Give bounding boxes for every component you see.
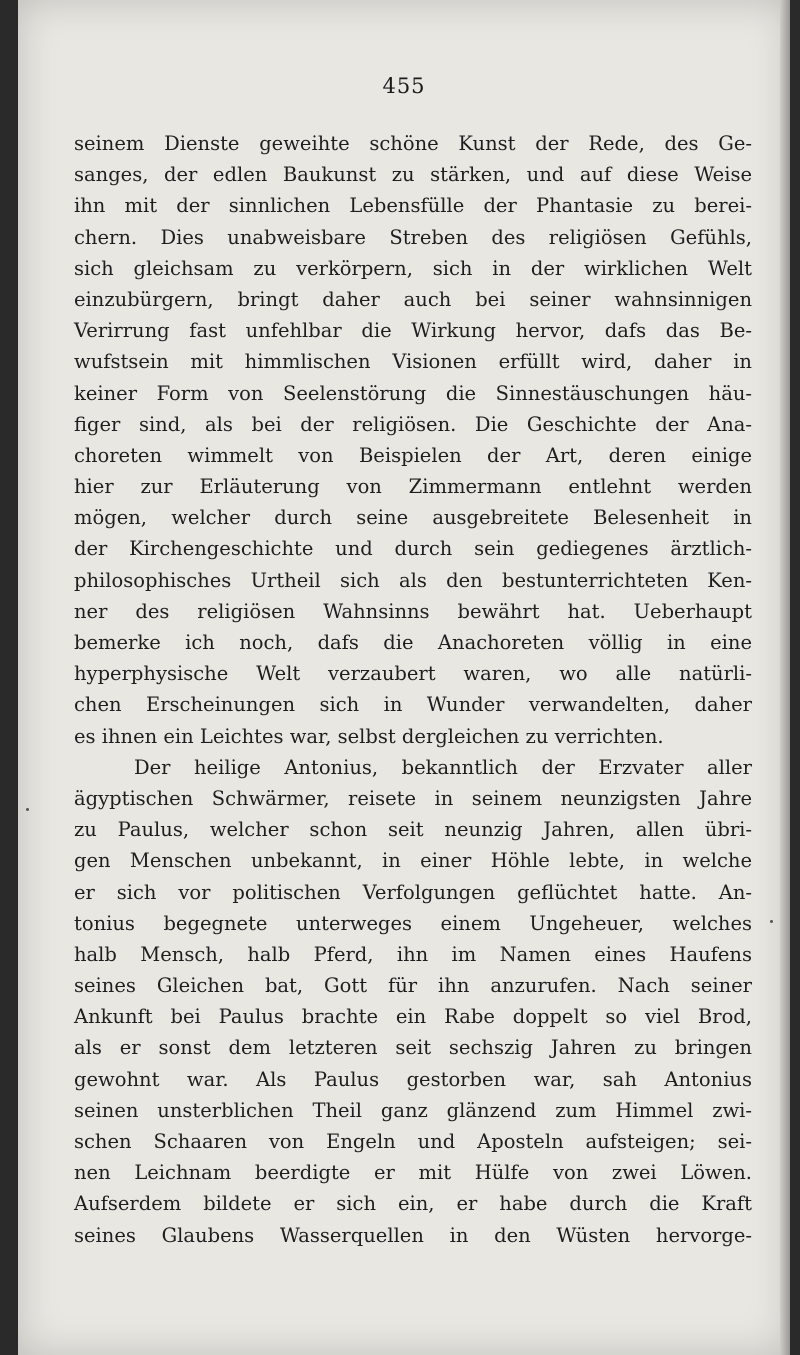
text-line: choreten wimmelt von Beispielen der Art, deren einige <box>74 443 752 467</box>
text-line: schen Schaaren von Engeln und Aposteln aufsteigen; sei- <box>74 1130 752 1153</box>
text-line: es ihnen ein Leichtes war, selbst dergleichen zu verrichten. <box>74 724 664 748</box>
text-line: Aufserdem bildete er sich ein, er habe durch die Kraft <box>74 1192 752 1216</box>
text-line: als er sonst dem letzteren seit sechszig Jahren zu bringen <box>74 1036 752 1060</box>
text-line: wufstsein mit himmlischen Visionen erfüllt wird, daher in <box>74 350 752 374</box>
text-line: seines Gleichen bat, Gott für ihn anzurufen. Nach seiner <box>74 974 752 998</box>
text-line: mögen, welcher durch seine ausgebreitete Belesenheit in <box>74 506 752 530</box>
text-line: tonius begegnete unterweges einem Ungeheuer, welches <box>74 911 752 935</box>
book-page <box>18 0 790 1355</box>
text-line: sich gleichsam zu verkörpern, sich in der wirklichen Welt <box>74 256 752 280</box>
text-line: er sich vor politischen Verfolgungen geflüchtet hatte. An- <box>74 880 752 904</box>
text-line: halb Mensch, halb Pferd, ihn im Namen eines Haufens <box>74 942 752 966</box>
text-line: sanges, der edlen Baukunst zu stärken, und auf diese Weise <box>74 163 752 187</box>
page-number: 455 <box>382 74 426 98</box>
text-line: Ankunft bei Paulus brachte ein Rabe doppelt so viel Brod, <box>74 1005 752 1029</box>
text-line: seinem Dienste geweihte schöne Kunst der Rede, des Ge- <box>74 132 752 155</box>
text-line: einzubürgern, bringt daher auch bei seiner wahnsinnigen <box>74 287 752 311</box>
text-line: nen Leichnam beerdigte er mit Hülfe von zwei Löwen. <box>74 1161 752 1185</box>
text-line: gen Menschen unbekannt, in einer Höhle lebte, in welche <box>74 849 752 873</box>
text-line: bemerke ich noch, dafs die Anachoreten völlig in eine <box>74 631 752 654</box>
text-line: keiner Form von Seelenstörung die Sinnestäuschungen häu- <box>74 381 752 405</box>
page-edge-shadow <box>780 0 790 1355</box>
text-line: hyperphysische Welt verzaubert waren, wo alle natürli- <box>74 662 752 686</box>
text-line: chern. Dies unabweisbare Streben des religiösen Gefühls, <box>74 225 752 249</box>
text-line: figer sind, als bei der religiösen. Die Geschichte der Ana- <box>74 412 752 436</box>
text-line: philosophisches Urtheil sich als den bestunterrichteten Ken- <box>74 568 752 592</box>
text-line: der Kirchengeschichte und durch sein gediegenes ärztlich- <box>74 537 752 561</box>
text-line: hier zur Erläuterung von Zimmermann entlehnt werden <box>74 475 752 499</box>
text-line: gewohnt war. Als Paulus gestorben war, sah Antonius <box>74 1067 752 1091</box>
text-line: ägyptischen Schwärmer, reisete in seinem neunzigsten Jahre <box>74 786 752 810</box>
body-text <box>74 128 752 1251</box>
text-line: Verirrung fast unfehlbar die Wirkung hervor, dafs das Be- <box>74 319 752 343</box>
paper-speck <box>770 920 773 923</box>
text-line: seinen unsterblichen Theil ganz glänzend zum Himmel zwi- <box>74 1098 752 1122</box>
text-line: zu Paulus, welcher schon seit neunzig Jahren, allen übri- <box>74 818 752 842</box>
text-line: ihn mit der sinnlichen Lebensfülle der Phantasie zu berei- <box>74 194 752 218</box>
paper-speck <box>26 808 29 811</box>
paragraph-start-line: Der heilige Antonius, bekanntlich der Erzvater aller <box>134 755 752 779</box>
text-line: chen Erscheinungen sich in Wunder verwandelten, daher <box>74 693 752 717</box>
text-line: seines Glaubens Wasserquellen in den Wüsten hervorge- <box>74 1223 752 1247</box>
text-line: ner des religiösen Wahnsinns bewährt hat. Ueberhaupt <box>74 599 752 623</box>
